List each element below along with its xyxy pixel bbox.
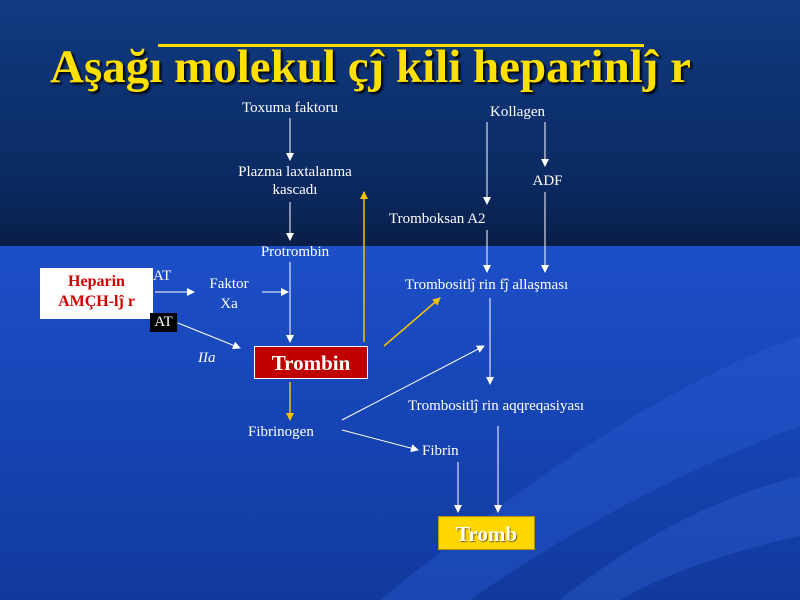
node-tromboksan: Tromboksan A2 bbox=[389, 211, 486, 227]
node-trombosit-fallasma: Trombositlĵ rin fĵ allaşması bbox=[405, 277, 569, 293]
node-faktor-line2: Xa bbox=[220, 296, 238, 312]
heparin-line2: AMÇH-lĵ r bbox=[58, 293, 135, 310]
at-bottom-label: AT bbox=[150, 313, 177, 332]
at-top-label: AT bbox=[153, 268, 172, 284]
node-fibrin: Fibrin bbox=[422, 443, 459, 459]
slide-title: Aşağı molekul çĵ kili heparinlĵ r bbox=[50, 41, 692, 93]
node-plazma-line2: kascadı bbox=[272, 182, 318, 198]
node-protrombin: Protrombin bbox=[260, 244, 330, 260]
node-trombosit-aqqreqasiya: Trombositlĵ rin aqqreqasiyası bbox=[408, 398, 585, 414]
arrow-iia-to-trombin bbox=[178, 323, 240, 348]
node-toxuma-faktoru: Toxuma faktoru bbox=[241, 100, 338, 116]
node-kollagen: Kollagen bbox=[490, 104, 545, 120]
arrow-trombin-to-fallasma bbox=[384, 298, 440, 346]
trombin-box: Trombin bbox=[254, 346, 368, 379]
iia-label: IIa bbox=[198, 350, 216, 366]
node-adf: ADF bbox=[532, 173, 563, 189]
tromb-box: Tromb bbox=[438, 516, 535, 550]
heparin-box bbox=[40, 268, 153, 319]
node-fibrinogen: Fibrinogen bbox=[248, 424, 314, 440]
node-faktor-line1: Faktor bbox=[209, 276, 249, 292]
arrow-fibrinogen-to-fibrin bbox=[342, 430, 418, 450]
node-plazma-line1: Plazma laxtalanma bbox=[238, 164, 352, 180]
heparin-line1: Heparin bbox=[68, 273, 125, 290]
